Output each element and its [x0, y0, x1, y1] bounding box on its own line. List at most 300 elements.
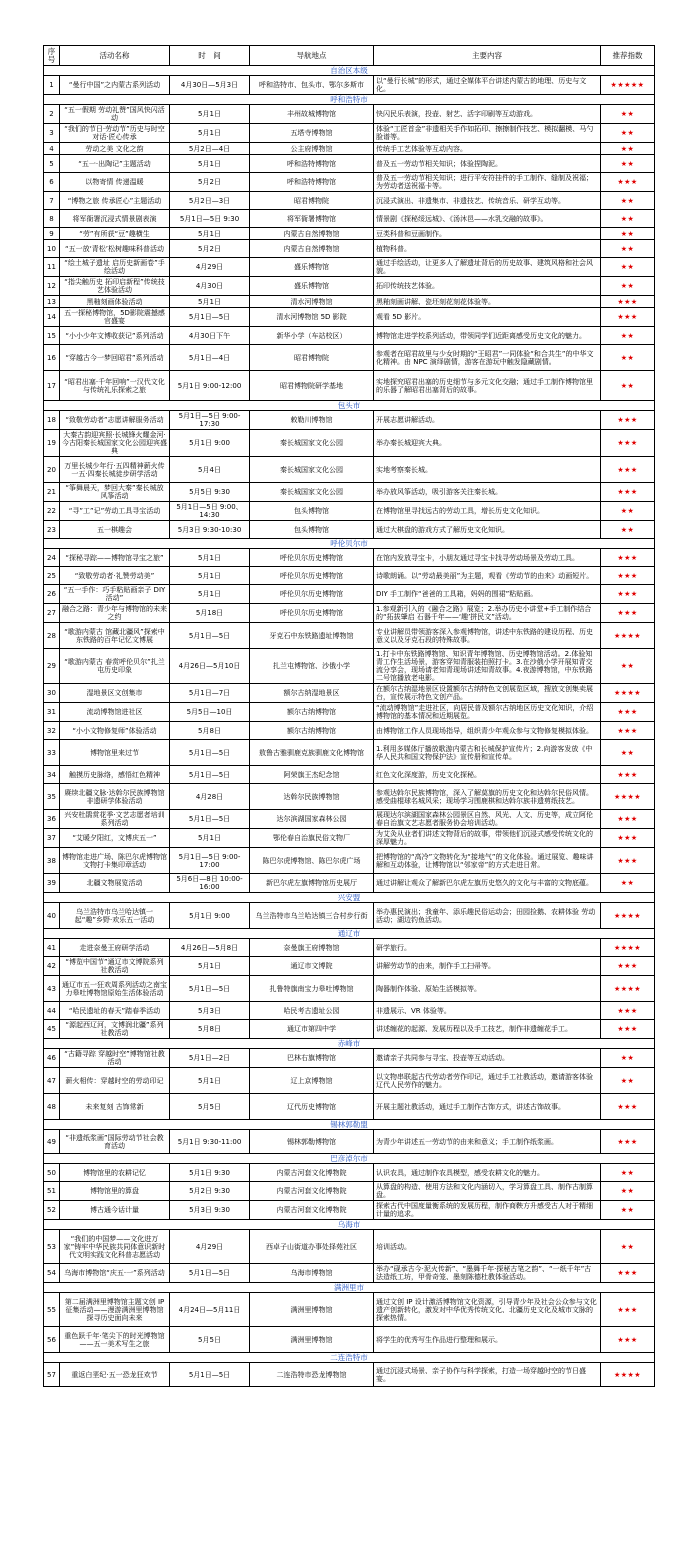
table-row	[44, 829, 655, 848]
activity-content: 开展主题社教活动，通过手工制作古饰方式，讲述古饰故事。	[374, 1094, 601, 1120]
rating-stars: ★★★	[601, 703, 655, 722]
header-name: 活动名称	[60, 46, 170, 66]
row-index: 12	[44, 277, 60, 296]
table-row	[44, 549, 655, 567]
activity-venue: 昭君博物院研学基地	[250, 371, 374, 401]
activity-content: 培训活动。	[374, 1230, 601, 1264]
activity-time: 5月1日—5日	[170, 1363, 250, 1387]
rating-stars: ★★★	[601, 173, 655, 192]
region-name: 锡林郭勒盟	[44, 1120, 655, 1130]
header-index: 序号	[44, 46, 60, 66]
row-index: 2	[44, 105, 60, 124]
row-index: 17	[44, 371, 60, 401]
activity-name: 兴安杜鹃赏花季·文艺志愿者培训系列活动	[60, 810, 170, 829]
activity-venue: 敕勒川博物馆	[250, 411, 374, 430]
activity-content: 将学生的优秀写生作品进行整理和展示。	[374, 1327, 601, 1353]
activity-name: 薪火相传：穿越时空的劳动印记	[60, 1068, 170, 1094]
activity-venue: 呼伦贝尔历史博物馆	[250, 549, 374, 567]
row-index: 55	[44, 1293, 60, 1327]
row-index: 4	[44, 143, 60, 155]
row-index: 36	[44, 810, 60, 829]
table-row	[44, 740, 655, 766]
activity-venue: 五塔寺博物馆	[250, 124, 374, 143]
table-row	[44, 210, 655, 228]
table-row	[44, 684, 655, 703]
rating-stars: ★★★	[601, 585, 655, 604]
rating-stars: ★★★★	[601, 903, 655, 929]
activity-venue: 公主府博物馆	[250, 143, 374, 155]
activity-name: 第二届满洲里博物馆主题文创 IP 征集活动——漫游满洲里博物馆 探寻历史面向未来	[60, 1293, 170, 1327]
row-index: 48	[44, 1094, 60, 1120]
activity-name: “寻”工”记”劳动工具寻宝活动	[60, 502, 170, 521]
row-index: 54	[44, 1264, 60, 1283]
row-index: 27	[44, 604, 60, 623]
rating-stars: ★★	[601, 143, 655, 155]
activity-content: 在博物馆里寻找远古的劳动工具，增长历史文化知识。	[374, 502, 601, 521]
table-row	[44, 502, 655, 521]
activity-content: 快闪民乐表演，投壶、射艺、活字印刷等互动游戏。	[374, 105, 601, 124]
row-index: 50	[44, 1164, 60, 1182]
activity-content: 在馆内发放寻宝卡，小朋友通过寻宝卡找寻劳动场景及劳动工具。	[374, 549, 601, 567]
activity-time: 4月24日—5月11日	[170, 1293, 250, 1327]
table-row	[44, 1363, 655, 1387]
activity-venue: 鄂伦春自治旗民俗文物厂	[250, 829, 374, 848]
activity-venue: 内蒙古河套文化博物院	[250, 1182, 374, 1201]
rating-stars: ★★★	[601, 549, 655, 567]
row-index: 42	[44, 957, 60, 976]
rating-stars: ★★★	[601, 308, 655, 327]
activity-venue: 陈巴尔虎博物馆、陈巴尔虎广场	[250, 848, 374, 874]
table-row	[44, 457, 655, 483]
activity-time: 5月1日—5日	[170, 1264, 250, 1283]
table-row	[44, 277, 655, 296]
activity-name: 流动博物馆进社区	[60, 703, 170, 722]
row-index: 9	[44, 228, 60, 240]
row-index: 37	[44, 829, 60, 848]
activity-content: 1.参观新引入的《融合之路》展览；2.举办历史小讲堂+手工制作结合的“拓拔肇启 石器千年——‘趣’拼民文”活动。	[374, 604, 601, 623]
region-header	[44, 893, 655, 903]
table-row	[44, 155, 655, 173]
row-index: 53	[44, 1230, 60, 1264]
activity-name: “五一放‘青松’松树趣味科普活动	[60, 240, 170, 258]
table-header	[44, 46, 655, 66]
table-row	[44, 521, 655, 539]
rating-stars: ★★★★	[601, 784, 655, 810]
activity-name: 五一棋趣会	[60, 521, 170, 539]
activity-time: 5月1日	[170, 1068, 250, 1094]
table-row	[44, 240, 655, 258]
activity-content: 博物馆走进学校系列活动，带领同学们近距离感受历史文化的魅力。	[374, 327, 601, 345]
table-row	[44, 874, 655, 893]
activity-content: 邀请亲子共同参与寻宝、投壶等互动活动。	[374, 1049, 601, 1068]
activity-content: 通过沉浸式场景、亲子协作与科学探索，打造一场穿越时空的节日盛宴。	[374, 1363, 601, 1387]
table-row	[44, 1327, 655, 1353]
row-index: 16	[44, 345, 60, 371]
activity-content: 豆类科普和豆画制作。	[374, 228, 601, 240]
rating-stars: ★★★	[601, 483, 655, 502]
row-index: 18	[44, 411, 60, 430]
activity-venue: 盛乐博物馆	[250, 258, 374, 277]
activity-time: 5月1日—5日 9:00-17:30	[170, 411, 250, 430]
region-name: 包头市	[44, 401, 655, 411]
region-name: 呼和浩特市	[44, 95, 655, 105]
activity-content: 通过大棋盘的游戏方式了解历史文化知识。	[374, 521, 601, 539]
table-row	[44, 1049, 655, 1068]
region-header	[44, 539, 655, 549]
activity-name: 走进奈曼王府研学活动	[60, 939, 170, 957]
activity-venue: 通辽市第四中学	[250, 1020, 374, 1039]
activity-table	[43, 45, 655, 1387]
rating-stars: ★★★★	[601, 684, 655, 703]
activity-time: 5月1日 9:00	[170, 903, 250, 929]
activity-venue: 西卓子山街道办事处择苑社区	[250, 1230, 374, 1264]
activity-time: 5月3日	[170, 1002, 250, 1020]
activity-time: 4月29日	[170, 1230, 250, 1264]
row-index: 20	[44, 457, 60, 483]
activity-content: 由博物馆工作人员现场指导，组织青少年观众参与文物修复模拟体验。	[374, 722, 601, 740]
activity-venue: 扎鲁特旗南宝力皋吐博物馆	[250, 976, 374, 1002]
row-index: 40	[44, 903, 60, 929]
activity-time: 5月3日 9:30-10:30	[170, 521, 250, 539]
row-index: 35	[44, 784, 60, 810]
activity-time: 5月2日	[170, 240, 250, 258]
activity-name: “小小少年文博收获记”系列活动	[60, 327, 170, 345]
rating-stars: ★★★	[601, 411, 655, 430]
table-row	[44, 308, 655, 327]
activity-venue: 满洲里博物馆	[250, 1327, 374, 1353]
region-header	[44, 929, 655, 939]
activity-venue: 包头博物馆	[250, 502, 374, 521]
row-index: 52	[44, 1201, 60, 1220]
activity-venue: 秦长城国家文化公园	[250, 430, 374, 457]
table-row	[44, 1094, 655, 1120]
activity-content: 把博物馆的“高冷”文物转化为“接地气”的文化体验。通过展览、趣味讲解和互动体验，让博物馆以“邻家帝”的方式走进日常。	[374, 848, 601, 874]
activity-content: DIY 手工制作“爸爸的工具箱，妈妈的围裙”粘贴画。	[374, 585, 601, 604]
rating-stars: ★★★	[601, 430, 655, 457]
activity-time: 5月1日 9:00-12:00	[170, 371, 250, 401]
row-index: 45	[44, 1020, 60, 1039]
rating-stars: ★★	[601, 1164, 655, 1182]
activity-time: 4月29日	[170, 258, 250, 277]
activity-time: 5月5日 9:30	[170, 483, 250, 502]
activity-venue: 清水河博物馆	[250, 296, 374, 308]
activity-time: 5月1日	[170, 585, 250, 604]
table-row	[44, 1020, 655, 1039]
region-header	[44, 66, 655, 76]
activity-venue: 二连浩特市恐龙博物馆	[250, 1363, 374, 1387]
activity-name: “源起西辽河，文博润北疆”系列社教活动	[60, 1020, 170, 1039]
activity-time: 5月1日	[170, 296, 250, 308]
activity-name: 劳动之美 文化之韵	[60, 143, 170, 155]
region-name: 兴安盟	[44, 893, 655, 903]
rating-stars: ★★	[601, 228, 655, 240]
activity-name: “歌游内蒙古 馆藏北疆风”探索中东铁路的百年记忆文博展	[60, 623, 170, 649]
activity-time: 5月1日	[170, 567, 250, 585]
activity-content: 1.利用多媒体厅播放歌游内蒙古和长城保护宣传片；2.向游客发放《中华人民共和国文物保护法》宣传册和宣传单。	[374, 740, 601, 766]
activity-time: 5月6日—8日 10:00-16:00	[170, 874, 250, 893]
activity-name: “指尖触历史 拓印启新程”传统技艺体验活动	[60, 277, 170, 296]
activity-name: “古籍寻踪 穿越时空”博物馆社教活动	[60, 1049, 170, 1068]
activity-venue: 清水河博物馆 5D 影院	[250, 308, 374, 327]
rating-stars: ★★	[601, 345, 655, 371]
activity-content: 举办放风筝活动，吸引游客关注秦长城。	[374, 483, 601, 502]
rating-stars: ★★	[601, 258, 655, 277]
activity-time: 5月1日	[170, 105, 250, 124]
activity-name: “我们的节日·劳动节”历史与时空对话·匠心传承	[60, 124, 170, 143]
activity-content: 举办惠民演出；我童年、添乐趣民俗运动会；田园捡鹅、农耕体验 劳动活动；湖边钓鱼活动。	[374, 903, 601, 929]
rating-stars: ★★★	[601, 829, 655, 848]
rating-stars: ★★	[601, 649, 655, 684]
activity-content: 为青少年讲述五一劳动节的由来和意义；手工制作纸浆画。	[374, 1130, 601, 1154]
row-index: 47	[44, 1068, 60, 1094]
rating-stars: ★★★★	[601, 623, 655, 649]
activity-content: 在额尔古纳湿地景区设置额尔古纳特色文创展览区域，搜放文创集卖展台，宣传展示特色文创产品。	[374, 684, 601, 703]
activity-name: “劳”有所获“豆”趣横生	[60, 228, 170, 240]
activity-time: 4月28日	[170, 784, 250, 810]
activity-name: 博物馆走进广场、陈巴尔虎博物馆文物打卡集印章活动	[60, 848, 170, 874]
table-row	[44, 192, 655, 210]
table-row	[44, 1264, 655, 1283]
activity-name: 将军衙署沉浸式情景剧表演	[60, 210, 170, 228]
activity-venue: 乌兰浩特市乌兰哈达镇三合村步行街	[250, 903, 374, 929]
activity-content: 参观达斡尔民族博物馆，深入了解莫旗的历史文化和达斡尔民俗风情。感受曲棍球名城风采；现场学习围鹿棋和达斡尔族非遗剪纸技艺。	[374, 784, 601, 810]
table-row	[44, 1182, 655, 1201]
rating-stars: ★★★	[601, 457, 655, 483]
rating-stars: ★★	[601, 521, 655, 539]
activity-time: 4月30日—5月3日	[170, 76, 250, 95]
table-row	[44, 411, 655, 430]
activity-time: 5月5日	[170, 1327, 250, 1353]
rating-stars: ★★	[601, 1049, 655, 1068]
activity-venue: 乌海市博物馆	[250, 1264, 374, 1283]
table-row	[44, 483, 655, 502]
activity-content: 诗歌朗诵。以“劳动最美丽”为主题，观看《劳动节的由来》动画短片。	[374, 567, 601, 585]
rating-stars: ★★★	[601, 1094, 655, 1120]
activity-venue: 牙克石中东铁路遗址博物馆	[250, 623, 374, 649]
activity-venue: 奈曼旗王府博物馆	[250, 939, 374, 957]
activity-venue: 达尔滨湖国家森林公园	[250, 810, 374, 829]
table-row	[44, 430, 655, 457]
rating-stars: ★★★	[601, 1020, 655, 1039]
activity-name: “博物之旅 传承匠心”主题活动	[60, 192, 170, 210]
region-name: 二连浩特市	[44, 1353, 655, 1363]
table-row	[44, 784, 655, 810]
row-index: 25	[44, 567, 60, 585]
activity-venue: 内蒙古河套文化博物院	[250, 1164, 374, 1182]
activity-name: 融合之路：青少年与博物馆的未来之约	[60, 604, 170, 623]
activity-name: 触摸历史脉络，感悟红色精神	[60, 766, 170, 784]
region-header	[44, 1353, 655, 1363]
region-header	[44, 1039, 655, 1049]
table-row	[44, 623, 655, 649]
activity-time: 5月1日 9:00	[170, 430, 250, 457]
activity-time: 5月1日	[170, 228, 250, 240]
activity-name: “五一假期 劳动礼赞”国风快闪活动	[60, 105, 170, 124]
table-row	[44, 124, 655, 143]
activity-venue: 内蒙古河套文化博物院	[250, 1201, 374, 1220]
activity-venue: 内蒙古自然博物馆	[250, 228, 374, 240]
activity-content: 红色文化深度游，历史文化探秘。	[374, 766, 601, 784]
activity-content: 非遗展示、VR 体验等。	[374, 1002, 601, 1020]
row-index: 13	[44, 296, 60, 308]
rating-stars: ★★	[601, 371, 655, 401]
rating-stars: ★★★	[601, 1002, 655, 1020]
region-header	[44, 401, 655, 411]
row-index: 8	[44, 210, 60, 228]
activity-time: 5月1日—2日	[170, 1049, 250, 1068]
row-index: 19	[44, 430, 60, 457]
activity-content: 研学旅行。	[374, 939, 601, 957]
activity-venue: 通辽市文博院	[250, 957, 374, 976]
table-row	[44, 567, 655, 585]
table-row	[44, 957, 655, 976]
row-index: 28	[44, 623, 60, 649]
activity-name: 黑釉刻画体验活动	[60, 296, 170, 308]
table-row	[44, 1068, 655, 1094]
activity-time: 4月30日	[170, 277, 250, 296]
activity-content: 讲解劳动节的由来，制作手工扫帚等。	[374, 957, 601, 976]
activity-content: 参观者在昭君故里与少女时期的“王昭君”一同体验“和合共生”的中华文化精神。由 NPC 演绎剧情，游客在游玩中触发隐藏剧情。	[374, 345, 601, 371]
table-row	[44, 810, 655, 829]
activity-venue: 昭君博物院	[250, 345, 374, 371]
table-row	[44, 1293, 655, 1327]
activity-name: 博物馆里来过节	[60, 740, 170, 766]
table-row	[44, 1230, 655, 1264]
activity-time: 5月1日—5日	[170, 976, 250, 1002]
table-row	[44, 585, 655, 604]
activity-name: 湿地景区文创集市	[60, 684, 170, 703]
activity-name: “歌游内蒙古 春赏呼伦贝尔”扎兰屯历史印象	[60, 649, 170, 684]
activity-content: 专业讲解员带领游客深入参观博物馆，讲述中东铁路的建设历程、历史意义以及牙克石段的特殊故事。	[374, 623, 601, 649]
rating-stars: ★★★★	[601, 976, 655, 1002]
row-index: 57	[44, 1363, 60, 1387]
table-row	[44, 173, 655, 192]
activity-time: 5月1日—4日	[170, 345, 250, 371]
rating-stars: ★★★	[601, 722, 655, 740]
row-index: 32	[44, 722, 60, 740]
activity-name: 乌海市博物馆“庆五·一”系列活动	[60, 1264, 170, 1283]
table-row	[44, 371, 655, 401]
activity-time: 5月1日	[170, 829, 250, 848]
table-row	[44, 296, 655, 308]
table-row	[44, 258, 655, 277]
row-index: 3	[44, 124, 60, 143]
row-index: 49	[44, 1130, 60, 1154]
rating-stars: ★★	[601, 240, 655, 258]
activity-venue: 达斡尔民族博物馆	[250, 784, 374, 810]
row-index: 6	[44, 173, 60, 192]
activity-time: 5月8日	[170, 1020, 250, 1039]
activity-name: 博物馆里的农耕记忆	[60, 1164, 170, 1182]
activity-content: 通过讲解让观众了解新巴尔虎左旗历史悠久的文化与丰富的文物底蕴。	[374, 874, 601, 893]
activity-time: 5月1日 9:30-11:00	[170, 1130, 250, 1154]
row-index: 10	[44, 240, 60, 258]
row-index: 33	[44, 740, 60, 766]
activity-time: 5月1日—5日	[170, 623, 250, 649]
rating-stars: ★★	[601, 210, 655, 228]
activity-venue: 盛乐博物馆	[250, 277, 374, 296]
activity-time: 5月8日	[170, 722, 250, 740]
activity-content: 体验“工匠首金”非遗相关手作如拓印、擦擦制作技艺、模拟翻模、马勺脸谱等。	[374, 124, 601, 143]
region-header	[44, 95, 655, 105]
activity-content: 以“曼行长城”的形式，通过全媒体平台讲述内蒙古的地理、历史与文化。	[374, 76, 601, 95]
row-index: 5	[44, 155, 60, 173]
activity-time: 5月4日	[170, 457, 250, 483]
activity-venue: 呼和浩特市、包头市、鄂尔多斯市	[250, 76, 374, 95]
table-row	[44, 345, 655, 371]
region-header	[44, 1220, 655, 1230]
rating-stars: ★★★	[601, 567, 655, 585]
row-index: 29	[44, 649, 60, 684]
activity-content: “流动博物馆”走进社区，向居民普及额尔古纳地区历史文化知识，介绍博物馆的基本情况和近期展览。	[374, 703, 601, 722]
row-index: 39	[44, 874, 60, 893]
activity-name: “昭君出塞·千年回响”一汉代文化与传统礼乐探索之旅	[60, 371, 170, 401]
table-row	[44, 143, 655, 155]
header-time: 时 间	[170, 46, 250, 66]
activity-venue: 满洲里博物馆	[250, 1293, 374, 1327]
activity-time: 5月18日	[170, 604, 250, 623]
activity-time: 5月1日—5日	[170, 740, 250, 766]
activity-name: 赓续北疆文脉·达斡尔民族博物馆非遗研学体验活动	[60, 784, 170, 810]
activity-venue: 将军衙署博物馆	[250, 210, 374, 228]
activity-venue: 扎兰屯博物馆、沙俄小学	[250, 649, 374, 684]
activity-content: 拓印传统技艺体验。	[374, 277, 601, 296]
activity-venue: 呼伦贝尔历史博物馆	[250, 567, 374, 585]
row-index: 21	[44, 483, 60, 502]
activity-content: 黑釉刻画讲解、瓷坯刻花刻花体验等。	[374, 296, 601, 308]
rating-stars: ★★★★	[601, 1363, 655, 1387]
rating-stars: ★★★	[601, 810, 655, 829]
rating-stars: ★★	[601, 740, 655, 766]
row-index: 34	[44, 766, 60, 784]
activity-content: 观看 5D 影片。	[374, 308, 601, 327]
row-index: 44	[44, 1002, 60, 1020]
rating-stars: ★★	[601, 327, 655, 345]
activity-time: 5月2日—3日	[170, 192, 250, 210]
row-index: 31	[44, 703, 60, 722]
activity-name: “五一·出陶记”主题活动	[60, 155, 170, 173]
activity-venue: 内蒙古自然博物馆	[250, 240, 374, 258]
rating-stars: ★★★★	[601, 939, 655, 957]
activity-time: 5月5日	[170, 1094, 250, 1120]
rating-stars: ★★	[601, 874, 655, 893]
region-name: 巴彦淖尔市	[44, 1154, 655, 1164]
table-row	[44, 1164, 655, 1182]
activity-venue: 包头博物馆	[250, 521, 374, 539]
activity-content: 认识农具，通过制作农具模型，感受农耕文化的魅力。	[374, 1164, 601, 1182]
activity-name: 万里长城少年行·五四精神薪火传一五·四秦长城徒步研学活动	[60, 457, 170, 483]
region-name: 呼伦贝尔市	[44, 539, 655, 549]
activity-name: “致敬劳动者·礼赞劳动美”	[60, 567, 170, 585]
table-row	[44, 703, 655, 722]
region-header	[44, 1120, 655, 1130]
activity-venue: 敖鲁古雅驯鹿克族驯鹿文化博物馆	[250, 740, 374, 766]
rating-stars: ★★★	[601, 848, 655, 874]
activity-time: 5月3日 9:30	[170, 1201, 250, 1220]
row-index: 56	[44, 1327, 60, 1353]
activity-name: 大秦古韵迎宾照·长城锋火耀金河·今古阳秦长城国家文化公园迎宾盛典	[60, 430, 170, 457]
activity-content: 展现达尔滨湖国家森林公园景区自然、风光、人文、历史等，成立阿伦春自治旗文艺志愿者服务协会培训活动。	[374, 810, 601, 829]
activity-content: 通过手绘活动，让更多人了解遗址背后的历史故事、建筑风格和社会风貌。	[374, 258, 601, 277]
row-index: 22	[44, 502, 60, 521]
activity-venue: 辽代历史博物馆	[250, 1094, 374, 1120]
activity-name: “探秘寻踪——博物馆寻宝之旅”	[60, 549, 170, 567]
rating-stars: ★★	[601, 1068, 655, 1094]
activity-name: “艾暖夕阳红，文博庆五一”	[60, 829, 170, 848]
activity-venue: 新巴尔虎左旗博物馆历史展厅	[250, 874, 374, 893]
activity-name: 以物寄情 传递温暖	[60, 173, 170, 192]
region-header	[44, 1283, 655, 1293]
